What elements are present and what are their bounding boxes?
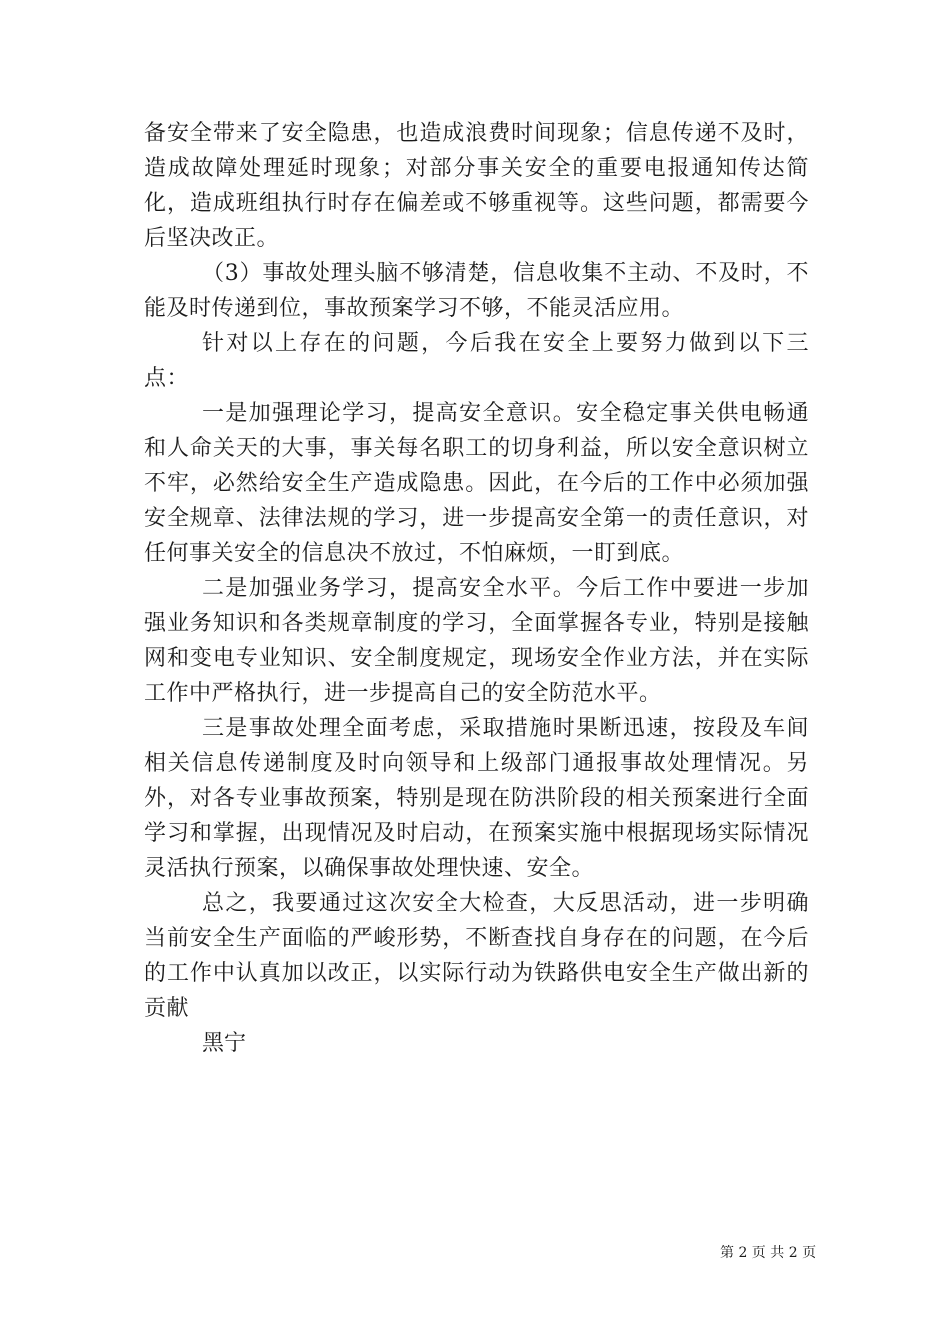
paragraph-intro-three-points: 针对以上存在的问题，今后我在安全上要努力做到以下三点： bbox=[144, 331, 809, 391]
paragraph-item-3: （3）事故处理头脑不够清楚，信息收集不主动、不及时，不能及时传递到位，事故预案学习不够，不能灵活应用。 bbox=[144, 261, 809, 321]
signature-name: 黑宁 bbox=[202, 1031, 247, 1056]
paragraph-point-two: 二是加强业务学习，提高安全水平。今后工作中要进一步加强业务知识和各类规章制度的学习，全面掌握各专业，特别是接触网和变电专业知识、安全制度规定，现场安全作业方法，并在实际工作中严格执行，进一步提高自己的安全防范水平。 bbox=[144, 576, 809, 706]
document-body bbox=[144, 116, 809, 1061]
page-number-footer: 第 2 页 共 2 页 bbox=[720, 1245, 817, 1261]
paragraph-point-one: 一是加强理论学习，提高安全意识。安全稳定事关供电畅通和人命关天的大事，事关每名职工的切身利益，所以安全意识树立不牢，必然给安全生产造成隐患。因此，在今后的工作中必须加强安全规章、法律法规的学习，进一步提高安全第一的责任意识，对任何事关安全的信息决不放过，不怕麻烦，一盯到底。 bbox=[144, 401, 809, 566]
paragraph-conclusion: 总之，我要通过这次安全大检查，大反思活动，进一步明确当前安全生产面临的严峻形势，不断查找自身存在的问题，在今后的工作中认真加以改正，以实际行动为铁路供电安全生产做出新的贡献 bbox=[144, 891, 809, 1021]
paragraph-point-three: 三是事故处理全面考虑，采取措施时果断迅速，按段及车间相关信息传递制度及时向领导和上级部门通报事故处理情况。另外，对各专业事故预案，特别是现在防洪阶段的相关预案进行全面学习和掌握，出现情况及时启动，在预案实施中根据现场实际情况灵活执行预案，以确保事故处理快速、安全。 bbox=[144, 716, 809, 881]
paragraph-continuation: 备安全带来了安全隐患，也造成浪费时间现象；信息传递不及时，造成故障处理延时现象；对部分事关安全的重要电报通知传达简化，造成班组执行时存在偏差或不够重视等。这些问题，都需要今后坚决改正。 bbox=[144, 121, 809, 251]
